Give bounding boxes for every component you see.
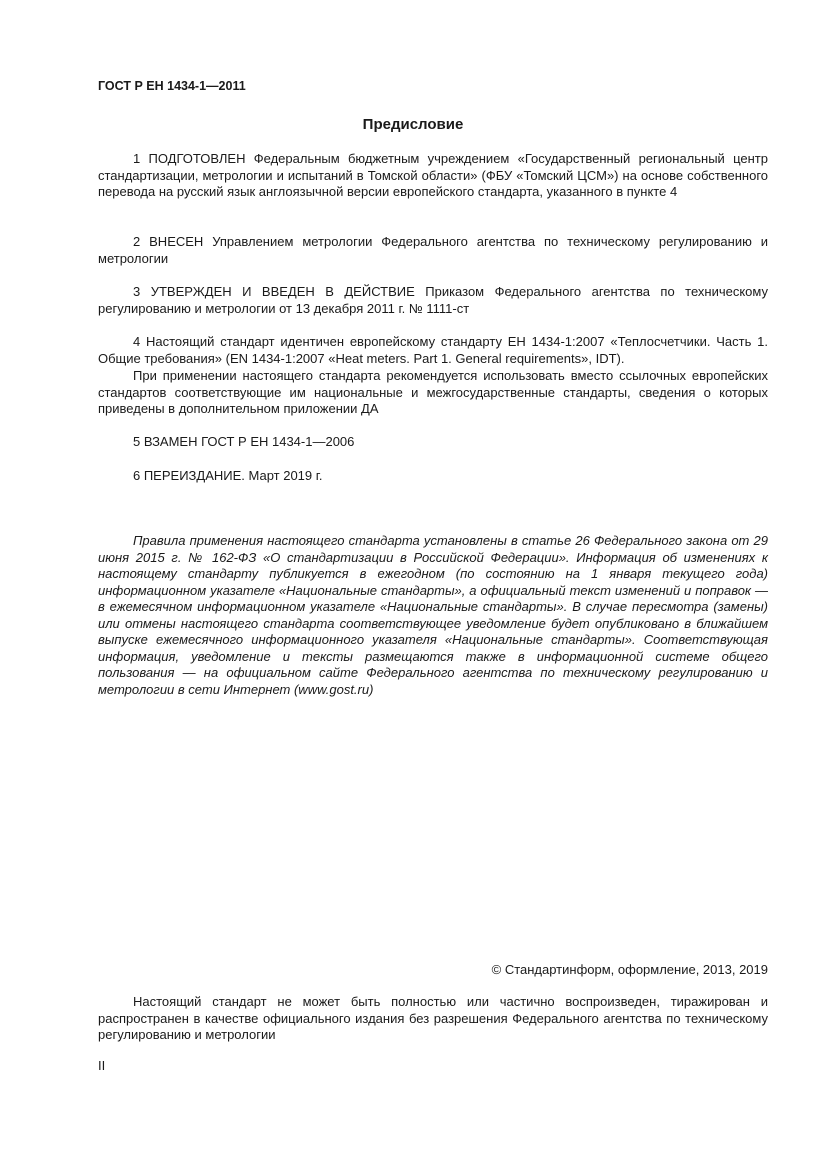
reproduction-notice: Настоящий стандарт не может быть полностью или частично воспроизведен, тиражирован и распространен в качестве официального издания без разрешения Федерального агентства по техническому регулированию и метрологии [98, 994, 768, 1042]
paragraph-application: При применении настоящего стандарта рекомендуется использовать вместо ссылочных европейских стандартов соответствующие им национальные и межгосударственные стандарты, сведения о которых приведены в дополнительном приложении ДА [98, 368, 768, 416]
page-title: Предисловие [362, 116, 464, 133]
document-header: ГОСТ Р ЕН 1434-1—2011 [98, 79, 246, 93]
application-rules-notice: Правила применения настоящего стандарта установлены в статье 26 Федерального закона от 29 июня 2015 г. № 162-ФЗ «О стандартизации в Российской Федерации». Информация об изменениях к настоящему стандарту публикуется в ежегодном (по состоянию на 1 января текущего года) информационном указателе «Национальные стандарты», а официальный текст изменений и поправок — в ежемесячном информационном указателе «Национальные стандарты». В случае пересмотра (замены) или отмены настоящего стандарта соответствующее уведомление будет опубликовано в ближайшем выпуске ежемесячного информационного указателя «Национальные стандарты». Соответствующая информация, уведомление и тексты размещаются также в информационной системе общего пользования — на официальном сайте Федерального агентства по техническому регулированию и метрологии в сети Интернет (www.gost.ru) [98, 533, 768, 697]
paragraph-replaces: 5 ВЗАМЕН ГОСТ Р ЕН 1434-1—2006 [133, 434, 355, 449]
paragraph-identical: 4 Настоящий стандарт идентичен европейскому стандарту ЕН 1434-1:2007 «Теплосчетчики. Часть 1. Общие требования» (EN 1434-1:2007 «Heat meters. Part 1. General requirements», IDT). [98, 334, 768, 366]
paragraph-reissue: 6 ПЕРЕИЗДАНИЕ. Март 2019 г. [133, 468, 323, 483]
paragraph-introduced: 2 ВНЕСЕН Управлением метрологии Федерального агентства по техническому регулированию и метрологии [98, 234, 768, 266]
page-number: II [98, 1058, 106, 1073]
paragraph-approved: 3 УТВЕРЖДЕН И ВВЕДЕН В ДЕЙСТВИЕ Приказом Федерального агентства по техническому регулированию и метрологии от 13 декабря 2011 г. № 1111-ст [98, 284, 768, 316]
paragraph-prepared: 1 ПОДГОТОВЛЕН Федеральным бюджетным учреждением «Государственный региональный центр стандартизации, метрологии и испытаний в Томской области» (ФБУ «Томский ЦСМ») на основе собственного перевода на русский язык англоязычной версии европейского стандарта, указанного в пункте 4 [98, 151, 768, 199]
copyright-line: © Стандартинформ, оформление, 2013, 2019 [491, 962, 768, 977]
